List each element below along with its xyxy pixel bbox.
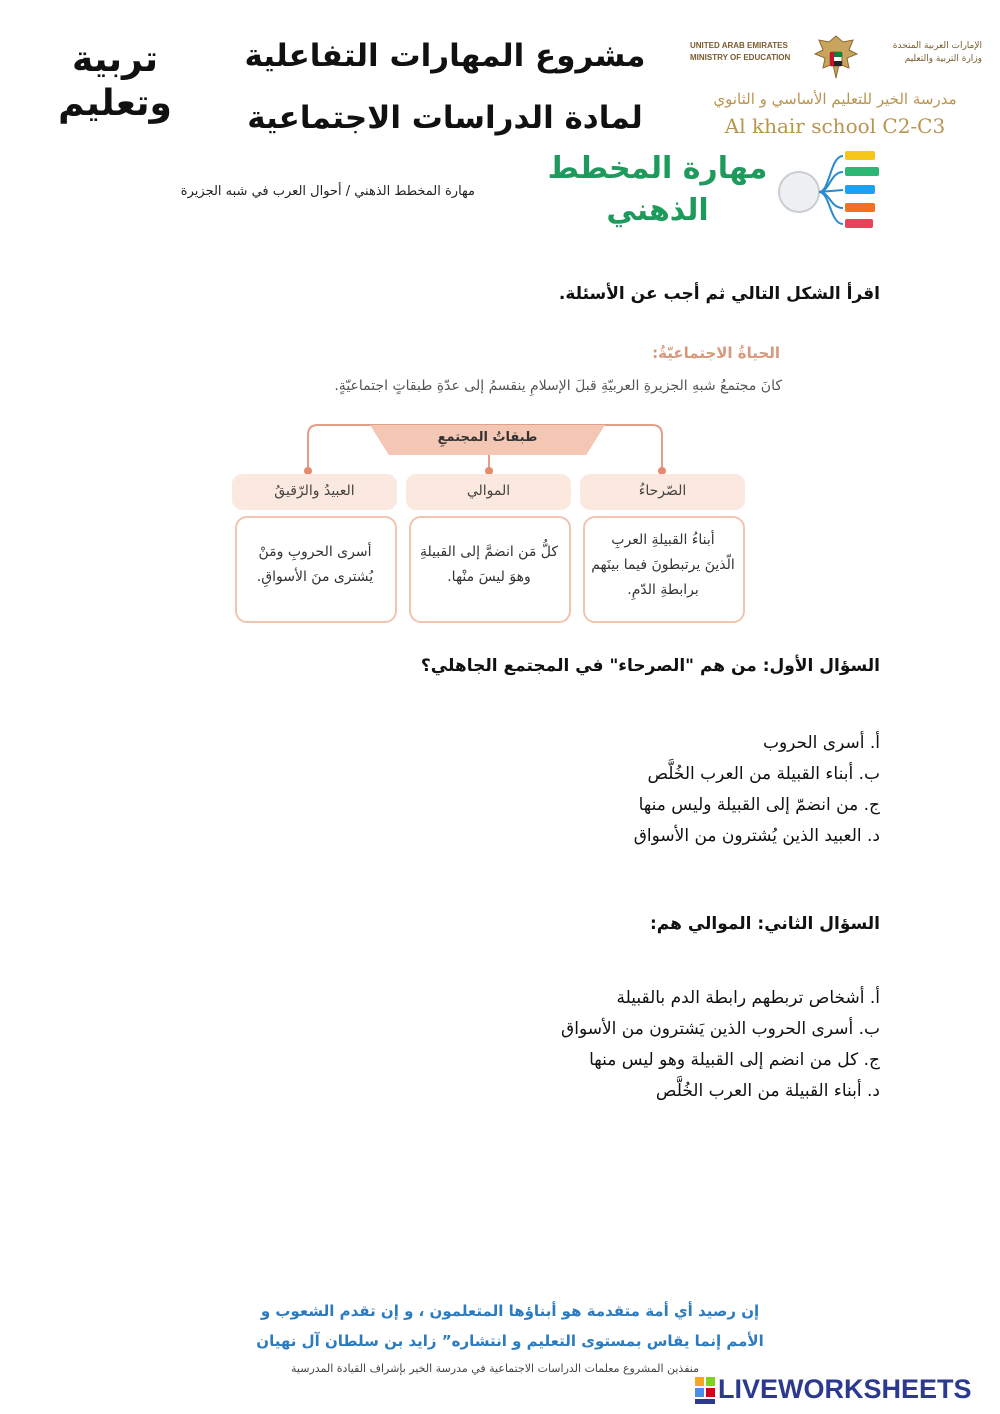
class-label-sarhaa: الصّرحاءُ [638,483,687,499]
q1-option-d[interactable]: د. العبيد الذين يُشترون من الأسواق [633,826,880,846]
footer-quote-line-1: إن رصيد أي أمة متقدمة هو أبناؤها المتعلمون ، و إن تقدم الشعوب و [260,1302,760,1320]
page-title-line-2: لمادة الدراسات الاجتماعية [247,100,643,136]
q1-option-c[interactable]: ج. من انضمّ إلى القبيلة وليس منها [638,795,880,815]
figure-intro: كانَ مجتمعُ شبهِ الجزيرةِ العربيّةِ قبلَ الإسلامِ ينقسمُ إلى عدّةِ طبقاتٍ اجتماعيّةٍ. [334,378,782,394]
class-desc-abeed [237,540,393,590]
breadcrumb: مهارة المخطط الذهني / أحوال العرب في شبه الجزيرة [180,184,475,199]
skill-title-line-1: مهارة المخطط [547,151,768,186]
q1-option-b[interactable]: ب. أبناء القبيلة من العرب الخُلَّص [647,764,880,784]
brand-line-2: وتعليم [58,83,172,124]
class-label-mawali: الموالي [466,483,511,499]
q1-option-a[interactable]: أ. أسرى الحروب [762,733,880,753]
brand-line-1: تربية [72,39,158,80]
school-name-en: Al khair school C2-C3 [724,114,946,138]
page-title-line-1: مشروع المهارات التفاعلية [244,38,646,74]
ministry-en-line-1: UNITED ARAB EMIRATES [690,41,788,50]
skill-title-line-2: الذهني [606,193,709,228]
figure-banner-label: طبقاتُ المجتمعِ [437,430,538,445]
q2-option-a[interactable]: أ. أشخاص تربطهم رابطة الدم بالقبيلة [616,988,880,1008]
class-desc-line: أسرى الحروبِ ومَنْ [258,544,372,560]
brand-logo-text [55,38,175,126]
class-label-abeed: العبيدُ والرّقيقُ [274,483,355,499]
mind-map-icon [775,148,880,234]
uae-emblem-icon [813,32,859,84]
question-1-text: السؤال الأول: من هم "الصرحاء" في المجتمع الجاهلي؟ [420,656,880,676]
class-desc-line: أبناءُ القبيلةِ العربِ [611,532,715,548]
class-desc-line: الّذينَ يرتبطونَ فيما بينَهم [591,557,735,573]
instruction-text: اقرأ الشكل التالي ثم أجب عن الأسئلة. [558,284,880,304]
question-2-text: السؤال الثاني: الموالي هم: [649,914,880,934]
ministry-name-ar [862,40,982,66]
footer-credit: منفذين المشروع معلمات الدراسات الاجتماعية في مدرسة الخير بإشراف القيادة المدرسية [291,1362,699,1375]
figure-heading: الحياةُ الاجتماعيّةُ: [652,344,780,362]
q2-option-c[interactable]: ج. كل من انضم إلى القبيلة وهو ليس منها [589,1050,880,1070]
ministry-name-en [690,40,810,64]
class-desc-sarhaa [585,528,741,603]
skill-title [530,148,785,232]
class-desc-line: برابطةِ الدّمِ. [627,582,699,598]
q2-option-d[interactable]: د. أبناء القبيلة من العرب الخُلَّص [655,1081,880,1101]
class-desc-line: كلُّ مَن انضمَّ إلى القبيلةِ [419,544,559,560]
class-desc-mawali [411,540,567,590]
q2-option-b[interactable]: ب. أسرى الحروب الذين يَشترون من الأسواق [561,1019,880,1039]
ministry-ar-line-2: وزارة التربية والتعليم [904,54,982,64]
liveworksheets-brand[interactable]: LIVEWORKSHEETS [718,1374,972,1404]
footer-quote-line-2: الأمم إنما يقاس بمستوى التعليم و انتشاره” زايد بن سلطان آل نهيان [256,1332,764,1350]
liveworksheets-logo-icon[interactable] [694,1376,716,1406]
ministry-en-line-2: MINISTRY OF EDUCATION [690,53,791,62]
school-name-ar: مدرسة الخير للتعليم الأساسي و الثانوي [713,90,957,108]
ministry-ar-line-1: الإمارات العربية المتحدة [892,41,982,51]
class-desc-line: وهوَ ليسَ منْها. [447,569,531,585]
class-desc-line: يُشترى منَ الأسواقِ. [256,569,374,585]
